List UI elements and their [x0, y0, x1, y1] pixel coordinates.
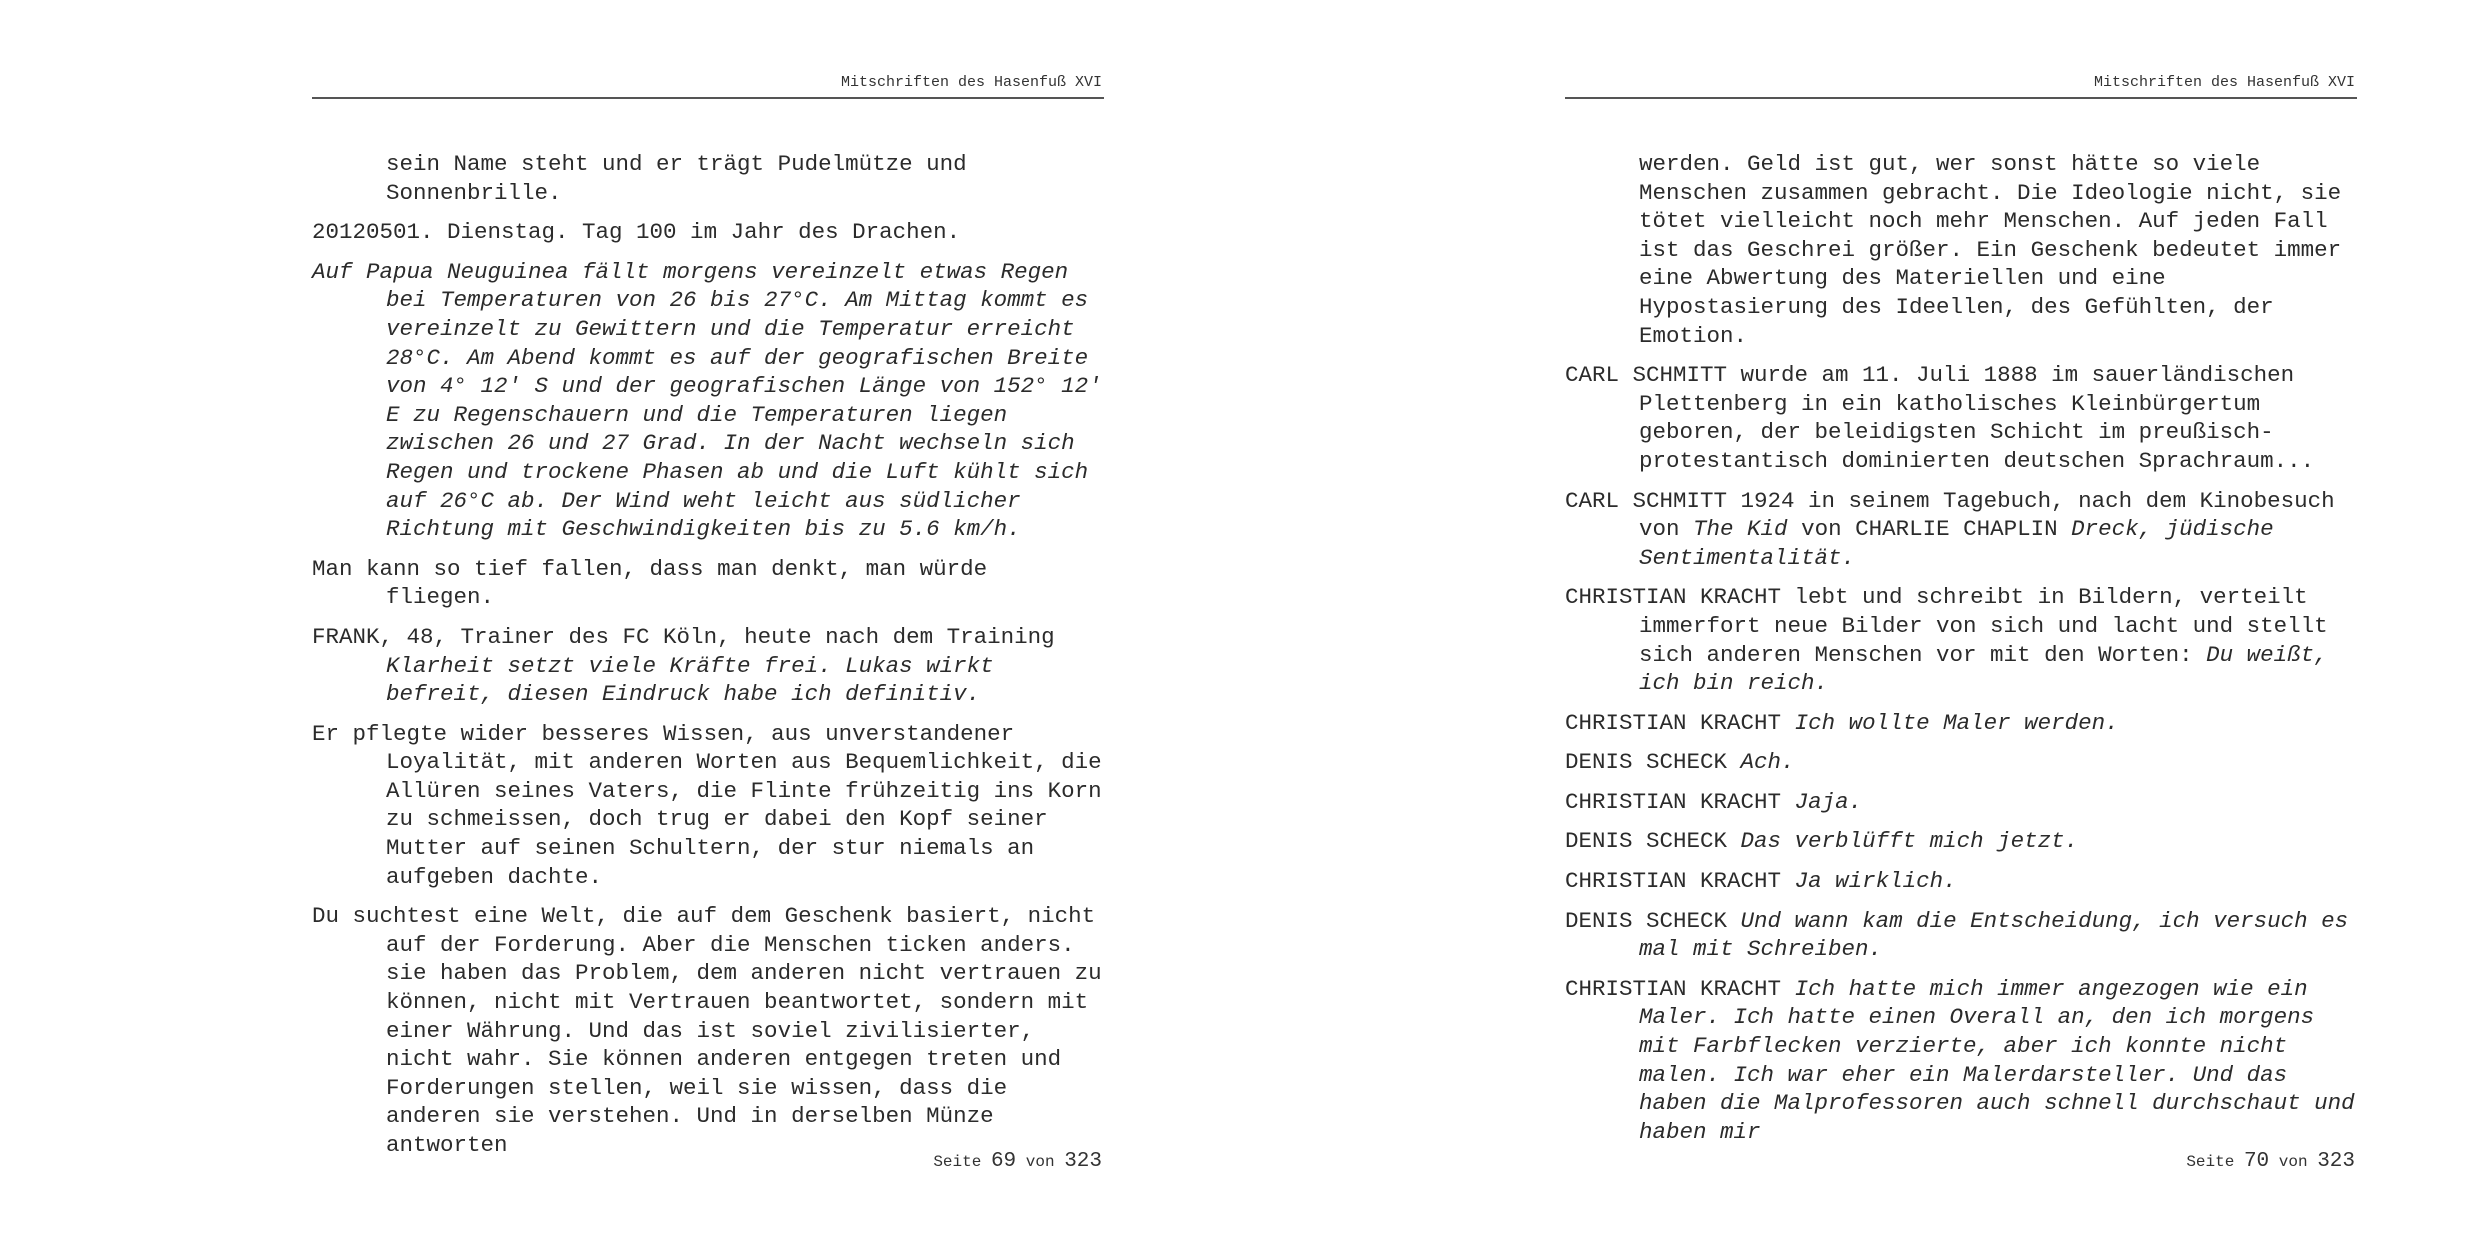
speaker-name: CHRISTIAN KRACHT: [1565, 868, 1782, 895]
quote-text: Klarheit setzt viele Kräfte frei. Lukas wirkt befreit, diesen Eindruck habe ich definitiv.: [386, 652, 994, 708]
quote-text: Dreck, jüdische Sentimentalität.: [1639, 516, 2274, 571]
page-footer: [2186, 1150, 2355, 1173]
footer-label: Seite: [933, 1153, 982, 1171]
dialogue-line: [1565, 748, 2357, 777]
page-body: [1565, 150, 2357, 1157]
quote-text: Und wann kam die Entscheidung, ich versuch es mal mit Schreiben.: [1639, 907, 2349, 963]
speaker-name: CHRISTIAN KRACHT: [1565, 788, 1782, 815]
quote-text: Ja wirklich.: [1794, 868, 1957, 895]
right-page: [1565, 0, 2357, 1240]
paragraph: [312, 218, 1104, 247]
speaker-name: DENIS SCHECK: [1565, 828, 1728, 855]
dialogue-line: [1565, 867, 2357, 896]
dialogue-line: [1565, 827, 2357, 856]
quote-text: Ach.: [1740, 749, 1795, 776]
dialogue-line: [1565, 975, 2357, 1147]
paragraph-lead: CARL SCHMITT 1924 in seinem Tagebuch, nach dem Kinobesuch von: [1565, 487, 2335, 543]
header-rule: [312, 97, 1104, 99]
paragraph-text: werden. Geld ist gut, wer sonst hätte so viele Menschen zusammen gebracht. Die Ideologie nicht, sie tötet vielleicht noch mehr Menschen. Auf jeden Fall ist das Geschrei größer. Ein Geschenk bedeutet immer eine Abwertung des Materiellen und eine Hypostasierung des Ideellen, des Gefühlten, der Emotion.: [1639, 151, 2342, 349]
paragraph-lead: Er pflegte wider besseres Wissen, aus unverstandener Loyalität, mit anderen Worten aus Bequemlichkeit, die Allüren seines Vaters, die Flinte frühzeitig ins Korn zu schmeissen, doch trug er dabei den Kopf seiner Mutter auf seinen Schultern, der stur niemals an aufgeben dachte.: [312, 720, 1102, 890]
paragraph: [1565, 487, 2357, 573]
paragraph: [312, 623, 1104, 709]
paragraph: [312, 555, 1104, 612]
paragraph: [312, 258, 1104, 544]
running-header: Mitschriften des Hasenfuß XVI: [2093, 74, 2355, 91]
paragraph-lead: von CHARLIE CHAPLIN: [1801, 516, 2058, 543]
paragraph: [1565, 583, 2357, 697]
quote-text: Das verblüfft mich jetzt.: [1740, 828, 2079, 855]
left-page: [312, 0, 1104, 1240]
header-rule: [1565, 97, 2357, 99]
paragraph: [1565, 150, 2357, 350]
paragraph-lead: 20120501. Dienstag. Tag 100 im Jahr des Drachen.: [312, 219, 961, 246]
paragraph-text: sein Name steht und er trägt Pudelmütze und Sonnenbrille.: [386, 151, 967, 206]
footer-label: Seite: [2186, 1153, 2235, 1171]
page-body: [312, 150, 1104, 1171]
speaker-name: DENIS SCHECK: [1565, 907, 1728, 934]
page-total: 323: [1064, 1150, 1102, 1173]
paragraph: [312, 150, 1104, 207]
paragraph-text: Auf Papua Neuguinea fällt morgens vereinzelt etwas Regen bei Temperaturen von 26 bis 27°C. Am Mittag kommt es vereinzelt zu Gewittern und die Temperatur erreicht 28°C. Am Abend kommt es auf der geografischen Breite von 4° 12′ S und der geografischen Länge von 152° 12′ E zu Regenschauern und die Temperaturen liegen zwischen 26 und 27 Grad. In der Nacht wechseln sich Regen und trockene Phasen ab und die Luft kühlt sich auf 26°C ab. Der Wind weht leicht aus südlicher Richtung mit Geschwindigkeiten bis zu 5.6 km/h.: [312, 258, 1102, 543]
paragraph-lead: Man kann so tief fallen, dass man denkt, man würde fliegen.: [312, 555, 988, 611]
paragraph-lead: CARL SCHMITT wurde am 11. Juli 1888 im sauerländischen Plettenberg in ein katholisches Kleinbürgertum geboren, der beleidigsten Schicht im preußisch-protestantisch dominierten deutschen Sprachraum...: [1565, 362, 2315, 474]
quote-text: Ich wollte Maler werden.: [1794, 709, 2119, 736]
quote-text: Ich hatte mich immer angezogen wie ein Maler. Ich hatte einen Overall an, den ich morgens mit Farbflecken verzierte, aber ich konnte nicht malen. Ich war eher ein Malerdarsteller. Und das haben die Malprofessoren auch schnell durchschaut und haben mir: [1639, 975, 2355, 1145]
footer-label: von: [1025, 1153, 1055, 1171]
paragraph-lead: FRANK, 48, Trainer des FC Köln, heute nach dem Training: [312, 623, 1055, 650]
paragraph-lead: CHRISTIAN KRACHT lebt und schreibt in Bildern, verteilt immerfort neue Bilder von sich und lacht und stellt sich anderen Menschen vor mit den Worten:: [1565, 584, 2328, 668]
speaker-name: CHRISTIAN KRACHT: [1565, 975, 1782, 1002]
footer-label: von: [2278, 1153, 2308, 1171]
quote-text: Jaja.: [1794, 788, 1863, 815]
page-number: 70: [2243, 1150, 2270, 1173]
page-footer: [933, 1150, 1102, 1173]
paragraph-lead: Du suchtest eine Welt, die auf dem Geschenk basiert, nicht auf der Forderung. Aber die Menschen ticken anders. sie haben das Problem, dem anderen nicht vertrauen zu können, nicht mit Vertrauen beantwortet, sondern mit einer Währung. Und das ist soviel zivilisierter, nicht wahr. Sie können anderen entgegen treten und Forderungen stellen, weil sie wissen, dass die anderen sie verstehen. Und in derselben Münze antworten: [312, 903, 1102, 1158]
quote-text: Du weißt, ich bin reich.: [1639, 641, 2328, 697]
running-header: Mitschriften des Hasenfuß XVI: [840, 74, 1102, 91]
paragraph: [312, 902, 1104, 1159]
dialogue-line: [1565, 907, 2357, 964]
page-total: 323: [2317, 1150, 2355, 1173]
dialogue-line: [1565, 788, 2357, 817]
paragraph: [1565, 361, 2357, 475]
page-number: 69: [990, 1150, 1017, 1173]
dialogue-line: [1565, 709, 2357, 738]
speaker-name: CHRISTIAN KRACHT: [1565, 709, 1782, 736]
speaker-name: DENIS SCHECK: [1565, 749, 1728, 776]
paragraph: [312, 720, 1104, 892]
film-title: The Kid: [1693, 516, 1788, 543]
